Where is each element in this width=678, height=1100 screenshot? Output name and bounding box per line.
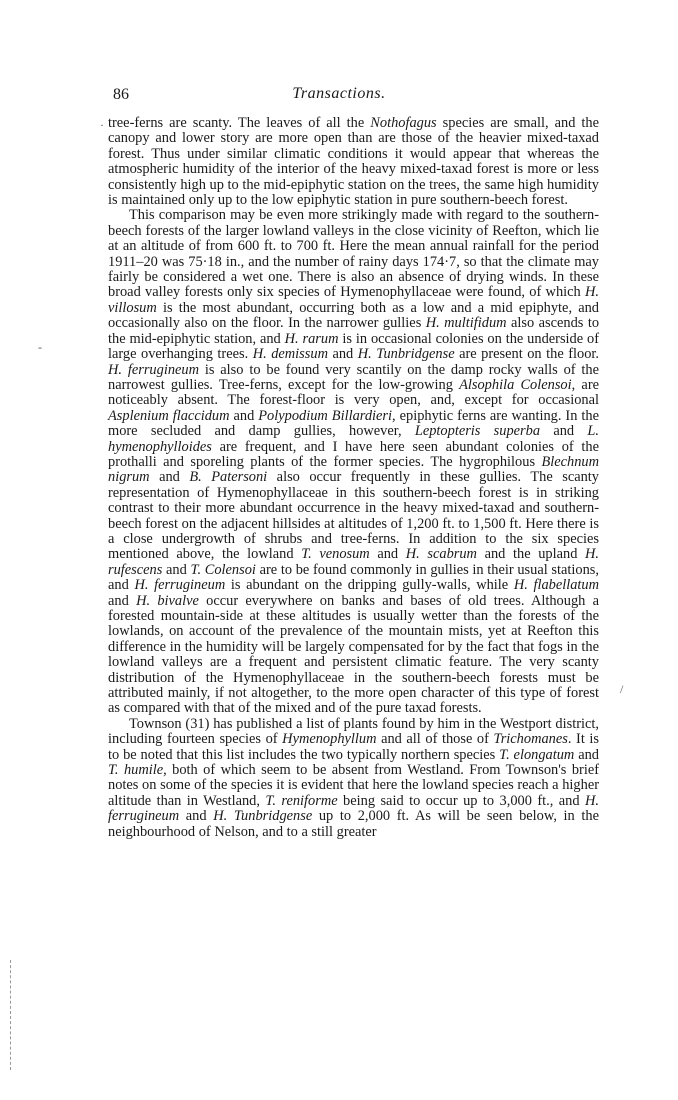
body-text [108, 116, 599, 840]
paragraph [108, 208, 599, 716]
page-number: 86 [113, 86, 129, 103]
text-run: and [108, 592, 137, 609]
italic-run: H. Tunbridgense [213, 808, 313, 825]
italic-run: Hymenophyllum [282, 731, 377, 748]
text-run: occur everywhere on banks and bases of old trees. Although a forested mountain-side at these altitudes is usually wetter than the forests of the lowlands, on account of the prevalence of the mountain mists, yet at Reefton this difference in the humidity will be largely compensated for by the fact that fogs in the lowland valleys are a frequent and persistent climatic feature. The very scanty distribution of the Hymenophyllaceae in the southern-beech forests must be attributed mainly, if not altogether, to the more open character of this type of forest as compared with that of the mixed and of the pure taxad forests. [108, 592, 600, 717]
margin-rule [10, 960, 12, 1070]
running-head: Transactions. [292, 85, 386, 102]
italic-run: H. flabellatum [513, 577, 600, 594]
text-run: , epiphytic ferns are wanting. In the more secluded and damp gullies, however, [108, 407, 599, 440]
text-run: up to 2,000 ft. As will be seen below, in the neighbourhood of Nelson, and to a still greater [108, 808, 599, 840]
text-run: species are small, and the canopy and lower story are more open than are those of the heavier mixed-taxad forest. Thus under similar climatic conditions it would appear that whereas the atmospheric humidity of the interior of the heavy mixed-taxad forest is more or less consistently high up to the mid-epiphytic station on the trees, the same high humidity is maintained only up to the low epiphytic station in pure southern-beech forest. [108, 115, 599, 209]
italic-run: T. elongatum [499, 746, 575, 763]
margin-speck: - [38, 340, 42, 354]
text-run: . It is to be noted that this list includes the two typically northern species [108, 731, 599, 763]
text-run: and [540, 423, 588, 440]
italic-run: Trichomanes [493, 731, 568, 748]
margin-speck: · [100, 118, 104, 132]
text-run: , are noticeably absent. The forest-floor is very open, and, except for occasional [108, 376, 600, 409]
italic-run: T. Colensoi [190, 561, 256, 578]
italic-run: B. Patersoni [189, 469, 268, 486]
italic-run: H. demissum [252, 346, 328, 363]
italic-run: T. reniforme [265, 792, 338, 809]
text-run: Townson (31) has published a list of plants found by him in the Westport district, including fourteen species of [108, 715, 599, 748]
text-run: are frequent, and I have here seen abundant colonies of the prothalli and sporeling plants of the former species. The hygrophilous [108, 438, 599, 470]
italic-run: Leptopteris superba [414, 423, 541, 440]
italic-run: H. ferrugineum [134, 577, 226, 594]
text-run: and [229, 407, 259, 424]
text-run: and [327, 346, 358, 363]
text-run: and the upland [476, 546, 586, 563]
italic-run: Polypodium Billardieri [258, 407, 393, 424]
text-run: is also to be found very scantily on the damp rocky walls of the narrowest gullies. Tree-ferns, except for the low-growing [108, 361, 600, 393]
text-run: tree-ferns are scanty. The leaves of all the [108, 115, 371, 131]
italic-run: T. venosum [301, 546, 370, 563]
italic-run: H. bivalve [136, 592, 199, 609]
italic-run: L. hymenophylloides [108, 423, 599, 455]
italic-run: Asplenium flaccidum [108, 407, 230, 424]
italic-run: H. ferrugineum [108, 361, 199, 378]
italic-run: H. scabrum [405, 546, 477, 563]
italic-run: Blechnum nigrum [108, 453, 599, 486]
italic-run: H. Tunbridgense [357, 346, 455, 363]
text-run: is the most abundant, occurring both as a low and a mid epiphyte, and occasionally also on the floor. In the narrower gullies [108, 299, 599, 332]
text-run: and [162, 561, 191, 578]
text-run: and all of those of [376, 731, 494, 748]
italic-run: Alsophila Colensoi [459, 376, 572, 393]
italic-run: H. ferrugineum [108, 792, 600, 825]
italic-run: H. rarum [284, 330, 339, 347]
text-run: also ascends to the mid-epiphytic station, and [108, 315, 600, 347]
margin-speck: / [620, 682, 624, 696]
italic-run: T. humile [108, 762, 164, 779]
text-run: , both of which seem to be absent from Westland. From Townson's brief notes on some of the species it is evident that here the lowland species reach a higher altitude than in Westland, [108, 762, 599, 809]
text-run: and [369, 546, 406, 563]
italic-run: H. villosum [108, 284, 599, 316]
italic-run: H. rufescens [108, 546, 600, 578]
text-run: being said to occur up to 3,000 ft., and [337, 792, 586, 809]
text-run: and [574, 746, 599, 763]
italic-run: Nothofagus [370, 115, 437, 131]
text-run: and [179, 808, 214, 825]
text-run: are to be found commonly in gullies in their usual stations, and [108, 561, 599, 594]
text-run: This comparison may be even more strikingly made with regard to the southern-beech forests of the larger lowland valleys in the close vicinity of Reefton, which lie at an altitude of from 600 ft. to 700 ft. Here the mean annual rainfall for the period 1911–20 was 75·18 in., and the number of rainy days 174·7, so that the climate may fairly be considered a wet one. There is also an absence of drying winds. In these broad valley forests only six species of Hymenophyllaceae were found, of which [108, 207, 599, 301]
text-run: are present on the floor. [454, 346, 599, 363]
paragraph [108, 717, 599, 840]
italic-run: H. multifidum [425, 315, 507, 332]
text-run: is in occasional colonies on the underside of large overhanging trees. [108, 330, 600, 363]
paragraph [108, 116, 599, 208]
text-run: and [149, 469, 190, 486]
text-run: is abundant on the dripping gully-walls, while [225, 577, 514, 594]
text-run: also occur frequently in these gullies. The scanty representation of Hymenophyllaceae in this southern-beech forest is in striking contrast to their more abundant occurrence in the heavy mixed-taxad and southern-beech forest on the adjacent hillsides at altitudes of 1,200 ft. to 1,500 ft. Here there is a close undergrowth of shrubs and tree-ferns. In addition to the six species mentioned above, the lowland [108, 469, 599, 563]
